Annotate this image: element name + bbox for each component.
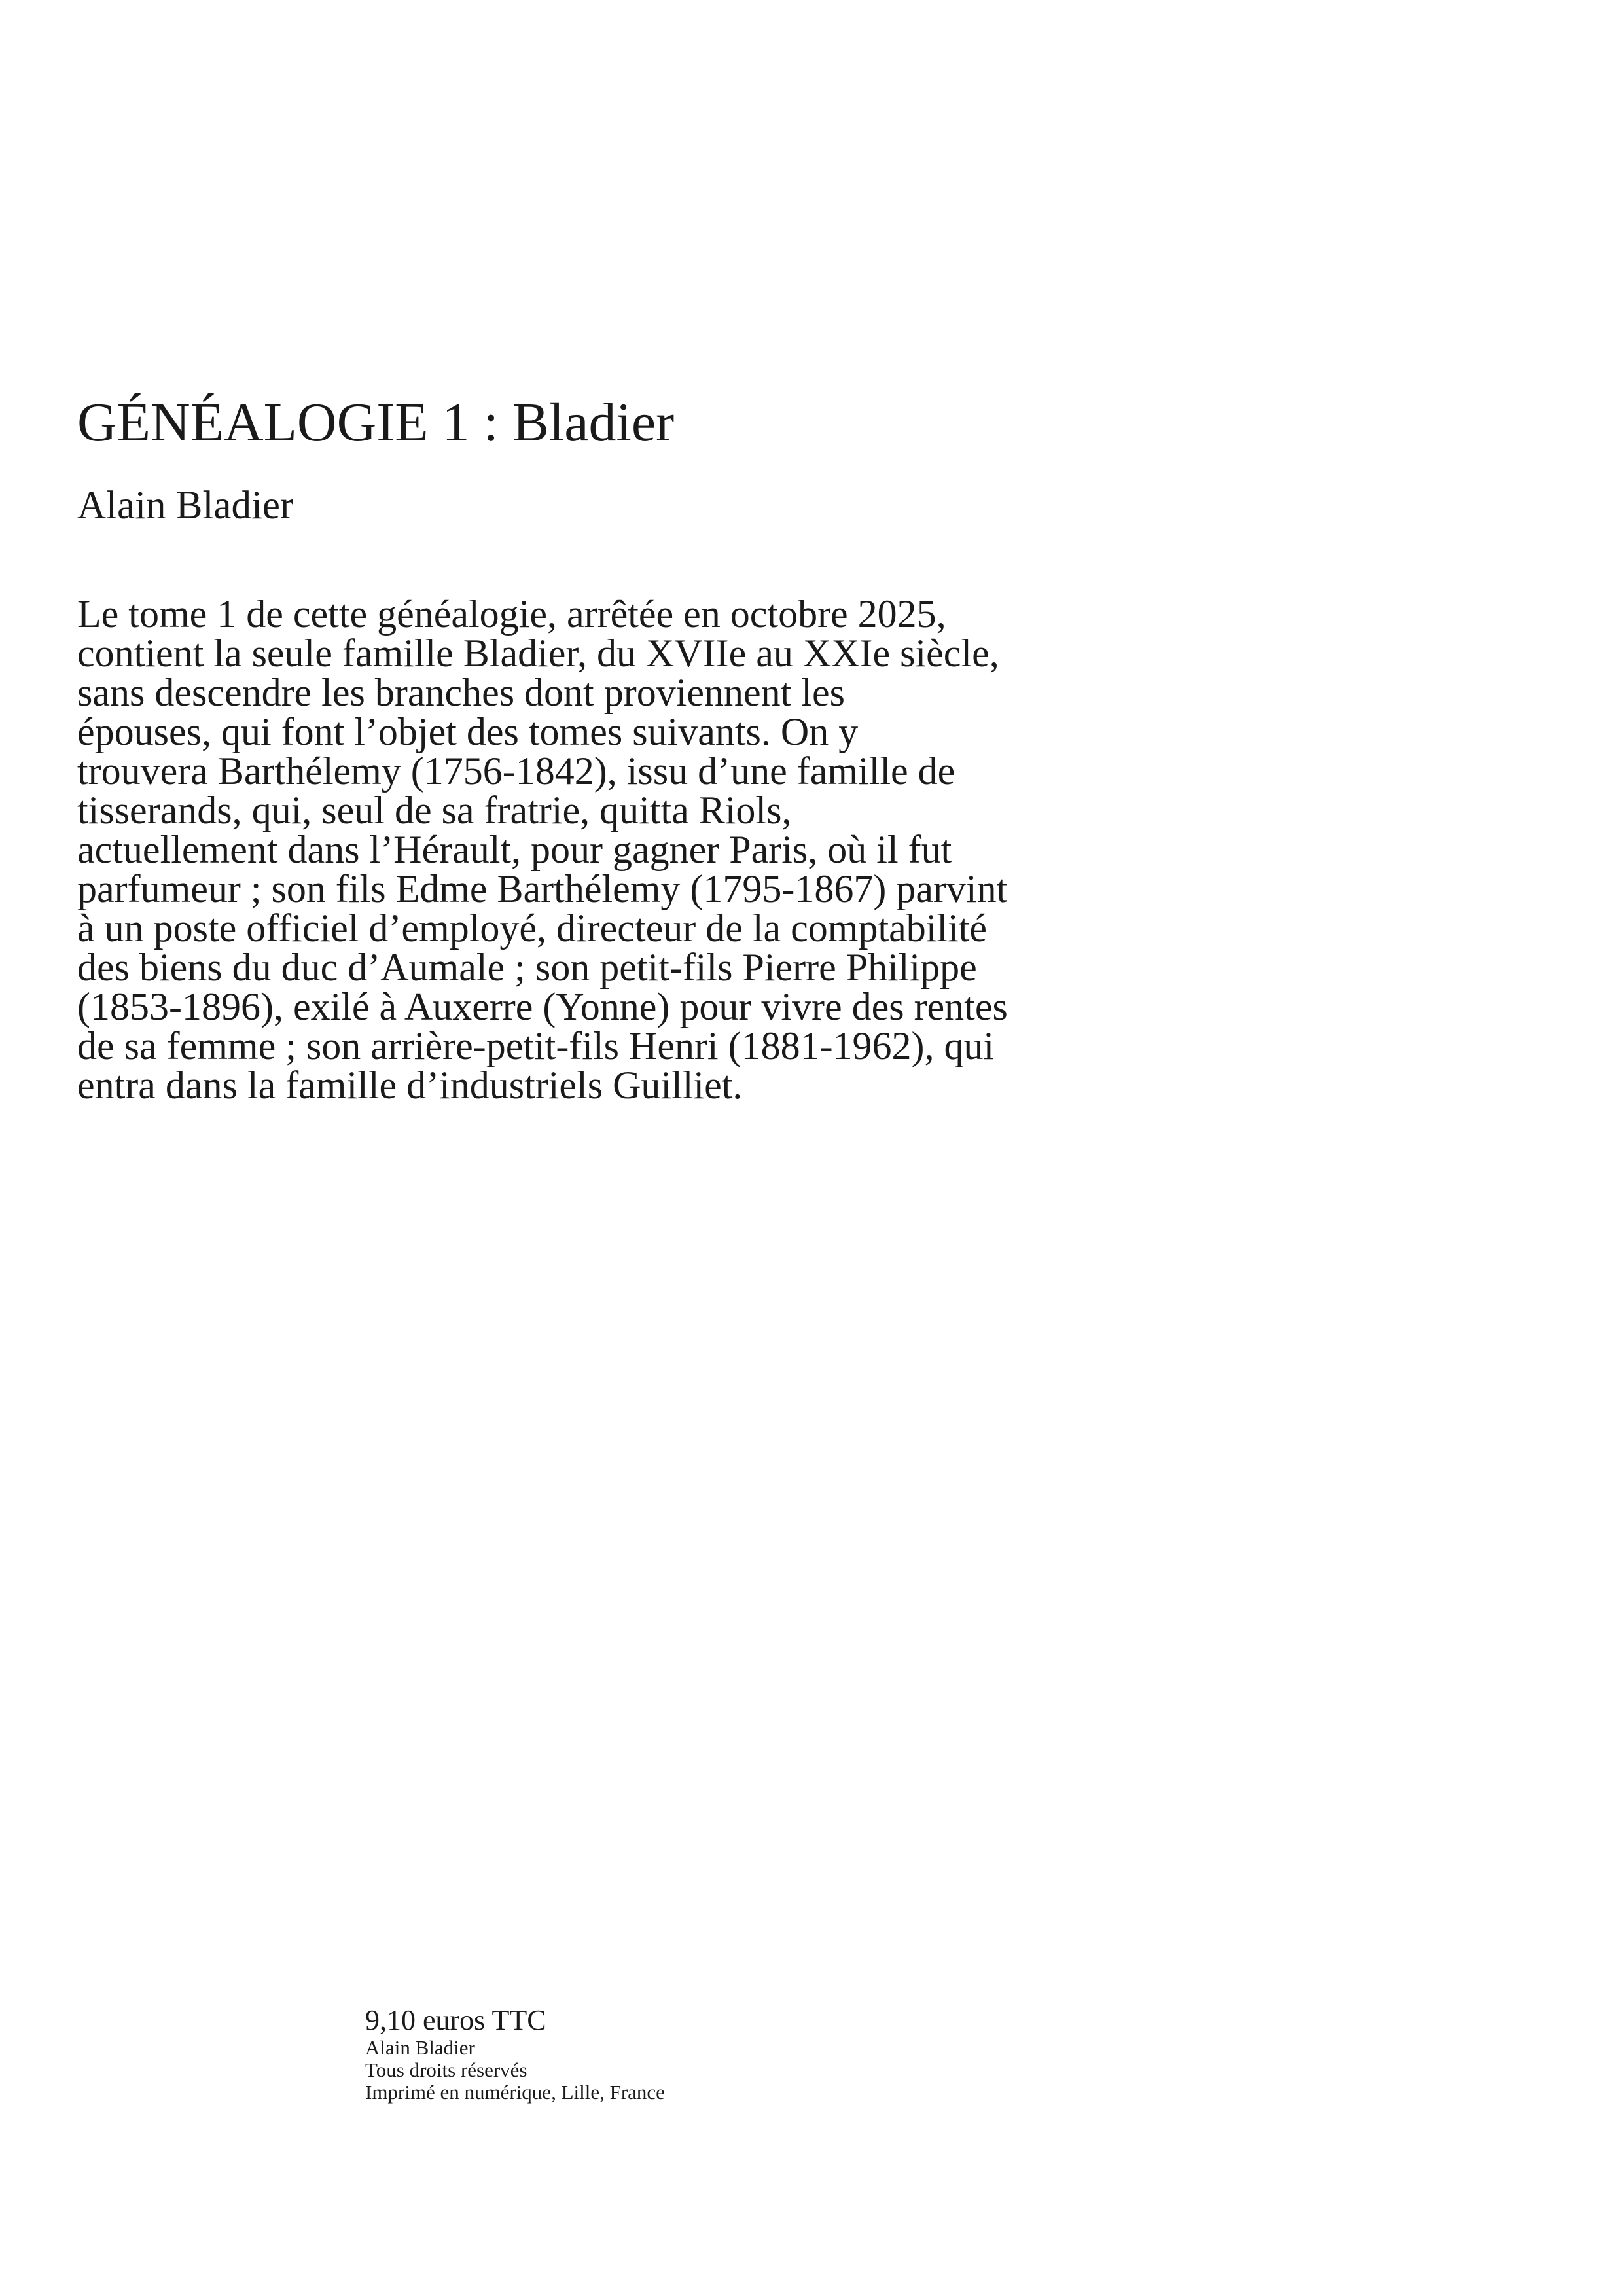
book-author: Alain Bladier <box>77 484 294 528</box>
summary-line: trouvera Barthélemy (1756-1842), issu d’une famille de <box>77 749 955 793</box>
printing-notice: Imprimé en numérique, Lille, France <box>365 2081 665 2104</box>
price-label: 9,10 euros TTC <box>365 2004 546 2036</box>
summary-line: Le tome 1 de cette généalogie, arrêtée en octobre 2025, <box>77 592 946 636</box>
summary-line: entra dans la famille d’industriels Guilliet. <box>77 1064 743 1107</box>
summary-line: sans descendre les branches dont proviennent les <box>77 671 845 714</box>
book-title: GÉNÉALOGIE 1 : Bladier <box>77 392 675 453</box>
book-summary <box>77 594 1008 1105</box>
summary-line: actuellement dans l’Hérault, pour gagner Paris, où il fut <box>77 828 952 871</box>
colophon-author: Alain Bladier <box>365 2036 475 2059</box>
colophon <box>365 2004 665 2104</box>
summary-line: contient la seule famille Bladier, du XVIIe au XXIe siècle, <box>77 632 999 675</box>
summary-line: de sa femme ; son arrière-petit-fils Henri (1881-1962), qui <box>77 1024 995 1067</box>
summary-line: parfumeur ; son fils Edme Barthélemy (1795-1867) parvint <box>77 867 1008 910</box>
rights-notice: Tous droits réservés <box>365 2058 527 2081</box>
summary-line: des biens du duc d’Aumale ; son petit-fils Pierre Philippe <box>77 946 977 989</box>
summary-line: épouses, qui font l’objet des tomes suivants. On y <box>77 710 859 753</box>
summary-line: tisserands, qui, seul de sa fratrie, quitta Riols, <box>77 789 792 832</box>
summary-line: à un poste officiel d’employé, directeur de la comptabilité <box>77 906 988 950</box>
summary-line: (1853-1896), exilé à Auxerre (Yonne) pour vivre des rentes <box>77 985 1008 1028</box>
